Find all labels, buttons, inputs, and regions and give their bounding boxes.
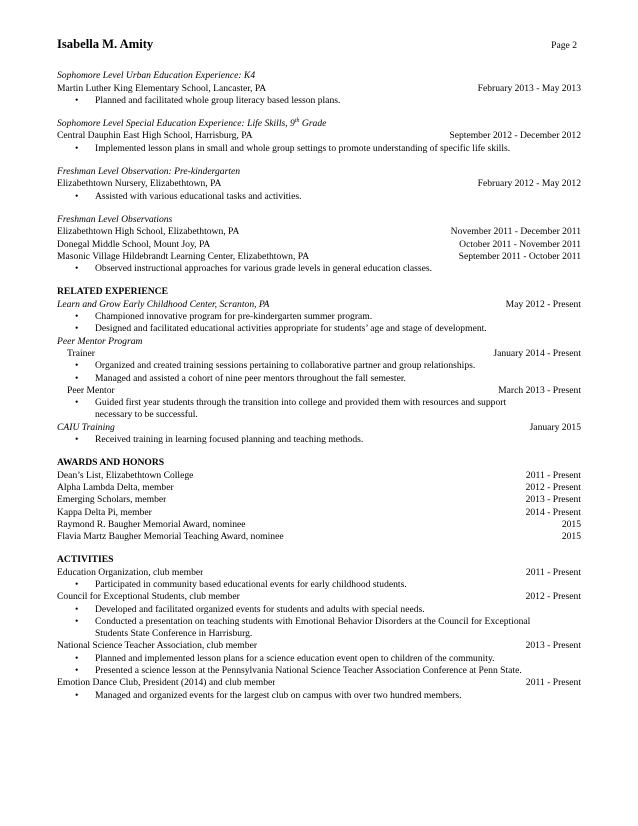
bullet-icon: • — [75, 578, 79, 590]
bullet-text: Planned and facilitated whole group literacy based lesson plans. — [95, 94, 341, 106]
activities-section — [57, 554, 581, 702]
bullet-icon: • — [75, 434, 79, 446]
bullet-text: Observed instructional approaches for various grade levels in general education classes. — [95, 263, 432, 275]
bullet-item — [57, 323, 581, 335]
activity-name: National Science Teacher Association, club member — [57, 640, 258, 652]
bullet-item — [57, 690, 581, 702]
bullet-icon: • — [75, 94, 79, 106]
experience-place: Masonic Village Hildebrandt Learning Center, Elizabethtown, PA — [57, 250, 310, 262]
award-name: Alpha Lambda Delta, member — [57, 481, 174, 493]
bullet-item — [57, 360, 581, 372]
experience-place: Elizabethtown High School, Elizabethtown, PA — [57, 226, 240, 238]
activity-row — [57, 567, 581, 579]
experience-block — [57, 70, 581, 107]
experience-title: CAIU Training — [57, 421, 115, 433]
bullet-icon: • — [75, 372, 79, 384]
bullet-icon: • — [75, 652, 79, 664]
experience-dates: September 2011 - October 2011 — [458, 250, 581, 262]
award-row — [57, 531, 581, 543]
experience-row — [57, 226, 581, 238]
bullet-item — [57, 579, 581, 591]
bullet-icon: • — [75, 615, 79, 627]
experience-block — [57, 118, 581, 155]
experience-row — [57, 385, 581, 397]
award-row — [57, 494, 581, 506]
experience-title: Learn and Grow Early Childhood Center, Scranton, PA — [57, 298, 270, 310]
experience-dates: May 2012 - Present — [505, 298, 581, 310]
activity-name: Education Organization, club member — [57, 566, 204, 578]
activity-row — [57, 640, 581, 652]
bullet-text: Implemented lesson plans in small and whole group settings to promote understanding of specific life skills. — [95, 142, 511, 154]
bullet-text: Organized and created training sessions pertaining to collaborative partner and group relationships. — [95, 360, 476, 372]
activity-dates: 2011 - Present — [525, 566, 581, 578]
activity-row — [57, 591, 581, 603]
page-header — [57, 38, 581, 52]
bullet-item — [57, 143, 581, 155]
bullet-icon: • — [75, 190, 79, 202]
award-dates: 2013 - Present — [525, 494, 581, 506]
award-row — [57, 507, 581, 519]
award-row — [57, 519, 581, 531]
bullet-item — [57, 604, 581, 616]
bullet-icon: • — [75, 689, 79, 701]
award-dates: 2015 — [561, 518, 581, 530]
awards-section — [57, 457, 581, 543]
experience-row — [57, 348, 581, 360]
activity-dates: 2011 - Present — [525, 677, 581, 689]
experience-row — [57, 178, 581, 190]
bullet-text: Championed innovative program for pre-kindergarten summer program. — [95, 311, 373, 323]
activity-dates: 2012 - Present — [525, 591, 581, 603]
candidate-name: Isabella M. Amity — [57, 37, 154, 51]
experience-place: Donegal Middle School, Mount Joy, PA — [57, 238, 211, 250]
award-row — [57, 482, 581, 494]
related-experience-section — [57, 286, 581, 446]
bullet-item — [57, 191, 581, 203]
experience-dates: February 2013 - May 2013 — [477, 82, 581, 94]
bullet-item — [57, 616, 581, 641]
experience-dates: February 2012 - May 2012 — [477, 178, 581, 190]
experience-dates: November 2011 - December 2011 — [450, 226, 581, 238]
experience-place: Martin Luther King Elementary School, Lancaster, PA — [57, 82, 267, 94]
bullet-item — [57, 434, 581, 446]
award-row — [57, 470, 581, 482]
experience-row — [57, 422, 581, 434]
bullet-text: Guided first year students through the transition into college and provided them with resources and support necessary to be successful. — [95, 397, 507, 421]
activity-row — [57, 677, 581, 689]
bullet-icon: • — [75, 323, 79, 335]
award-dates: 2014 - Present — [525, 506, 581, 518]
experience-title: Peer Mentor Program — [57, 335, 143, 347]
bullet-text: Presented a science lesson at the Pennsylvania National Science Teacher Association Conference at Penn State. — [95, 665, 522, 677]
award-name: Dean’s List, Elizabethtown College — [57, 469, 194, 481]
section-heading: AWARDS AND HONORS — [57, 457, 165, 469]
experience-row — [57, 299, 581, 311]
experience-row — [57, 251, 581, 263]
bullet-item — [57, 397, 581, 422]
experience-title: Freshman Level Observation: Pre-kindergarten — [57, 166, 241, 178]
role-label: Peer Mentor — [67, 384, 115, 396]
bullet-text: Managed and organized events for the largest club on campus with over two hundred members. — [95, 689, 462, 701]
bullet-item — [57, 263, 581, 275]
bullet-item — [57, 665, 581, 677]
bullet-text: Planned and implemented lesson plans for a science education event open to children of the community. — [95, 652, 495, 664]
bullet-icon: • — [75, 142, 79, 154]
bullet-item — [57, 311, 581, 323]
experience-dates: January 2015 — [529, 421, 581, 433]
bullet-item — [57, 653, 581, 665]
experience-row — [57, 83, 581, 95]
activity-name: Council for Exceptional Students, club member — [57, 591, 240, 603]
resume-page — [57, 38, 581, 702]
bullet-text: Developed and facilitated organized events for students and adults with special needs. — [95, 603, 425, 615]
experience-dates: September 2012 - December 2012 — [449, 130, 581, 142]
bullet-text: Managed and assisted a cohort of nine peer mentors throughout the fall semester. — [95, 372, 406, 384]
experience-title: Sophomore Level Urban Education Experience: K4 — [57, 70, 256, 82]
experience-dates: October 2011 - November 2011 — [459, 238, 581, 250]
award-dates: 2011 - Present — [525, 469, 581, 481]
award-name: Kappa Delta Pi, member — [57, 506, 152, 518]
experience-dates: March 2013 - Present — [498, 384, 581, 396]
bullet-icon: • — [75, 360, 79, 372]
award-dates: 2012 - Present — [525, 481, 581, 493]
bullet-icon: • — [75, 263, 79, 275]
award-name: Flavia Martz Baugher Memorial Teaching Award, nominee — [57, 531, 284, 543]
experience-block — [57, 214, 581, 275]
experience-block — [57, 166, 581, 203]
bullet-icon: • — [75, 397, 79, 409]
bullet-text: Received training in learning focused planning and teaching methods. — [95, 434, 364, 446]
section-heading: ACTIVITIES — [57, 554, 114, 566]
experience-row — [57, 239, 581, 251]
bullet-text: Designed and facilitated educational activities appropriate for students’ age and stage of development. — [95, 323, 487, 335]
section-heading: RELATED EXPERIENCE — [57, 286, 168, 298]
page-number: Page 2 — [551, 40, 577, 51]
experience-place: Elizabethtown Nursery, Elizabethtown, PA — [57, 178, 222, 190]
bullet-text: Participated in community based educational events for early childhood students. — [95, 578, 407, 590]
bullet-icon: • — [75, 665, 79, 677]
bullet-item — [57, 373, 581, 385]
experience-dates: January 2014 - Present — [493, 347, 581, 359]
bullet-item — [57, 95, 581, 107]
experience-place: Central Dauphin East High School, Harrisburg, PA — [57, 130, 253, 142]
bullet-icon: • — [75, 311, 79, 323]
bullet-text: Assisted with various educational tasks and activities. — [95, 190, 302, 202]
activity-name: Emotion Dance Club, President (2014) and club member — [57, 677, 276, 689]
award-dates: 2015 — [561, 531, 581, 543]
experience-title: Sophomore Level Special Education Experience: Life Skills, 9th Grade — [57, 118, 327, 130]
experience-title: Freshman Level Observations — [57, 213, 173, 225]
bullet-text: Conducted a presentation on teaching students with Emotional Behavior Disorders at the Council for Exceptional Students State Conference in Harrisburg. — [95, 615, 531, 640]
experience-row — [57, 130, 581, 142]
bullet-icon: • — [75, 603, 79, 615]
award-name: Emerging Scholars, member — [57, 494, 167, 506]
activity-dates: 2013 - Present — [525, 640, 581, 652]
role-label: Trainer — [67, 347, 95, 359]
award-name: Raymond R. Baugher Memorial Award, nominee — [57, 518, 246, 530]
